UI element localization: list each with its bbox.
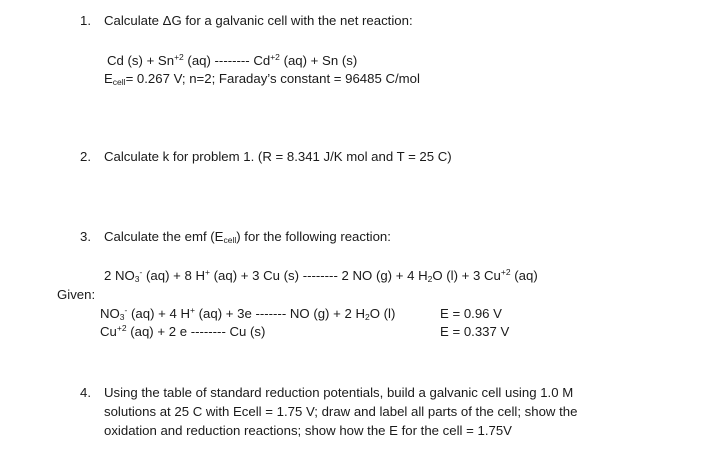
question-3-prompt: Calculate the emf $(E_{cell})$ for the following reaction: xyxy=(104,229,391,245)
half-reaction-copper-potential: E = 0.337 V xyxy=(440,324,510,339)
question-3-number: 3. xyxy=(80,229,91,244)
question-4-line-1: Using the table of standard reduction potentials, build a galvanic cell using 1.0 M xyxy=(104,385,574,400)
question-4-number: 4. xyxy=(80,385,91,400)
question-2-number: 2. xyxy=(80,149,91,164)
question-4-line-2: solutions at 25 C with Ecell = 1.75 V; draw and label all parts of the cell; show the xyxy=(104,404,578,419)
half-reaction-copper: $Cu^{+2}$ (aq) + 2 e -------- Cu (s) xyxy=(100,323,266,339)
question-1-number: 1. xyxy=(80,13,91,28)
question-3-reaction: 2 $NO_3^-$ (aq) + 8 H+ (aq) + 3 Cu (s) -------- 2 NO (g) + 4 $H_2O$ (l) + 3 $Cu^{+2}$ (aq) xyxy=(104,267,538,284)
question-1-reaction: Cd $(s) + Sn^{+2}$ (aq) -------- $Cd^{+2}$ (aq) + Sn (s) xyxy=(107,52,358,68)
question-1-prompt: Calculate ΔG for a galvanic cell with the net reaction: xyxy=(104,13,413,28)
question-2-prompt: Calculate k for problem 1. (R = 8.341 J/K mol and T = 25 C) xyxy=(104,149,452,164)
question-4-line-3: oxidation and reduction reactions; show how the E for the cell = 1.75V xyxy=(104,423,512,438)
given-label: Given: xyxy=(57,287,96,302)
half-reaction-nitrate-potential: E = 0.96 V xyxy=(440,306,502,321)
question-1-parameters: $E_{cell}= 0.267$ V; n=2; Faraday’s constant = 96485 C/mol xyxy=(104,71,420,87)
half-reaction-nitrate: $NO_3^-$ (aq) + 4 H+ (aq) + 3e ------- NO (g) + 2 $H_2O$ (l) xyxy=(100,305,396,322)
